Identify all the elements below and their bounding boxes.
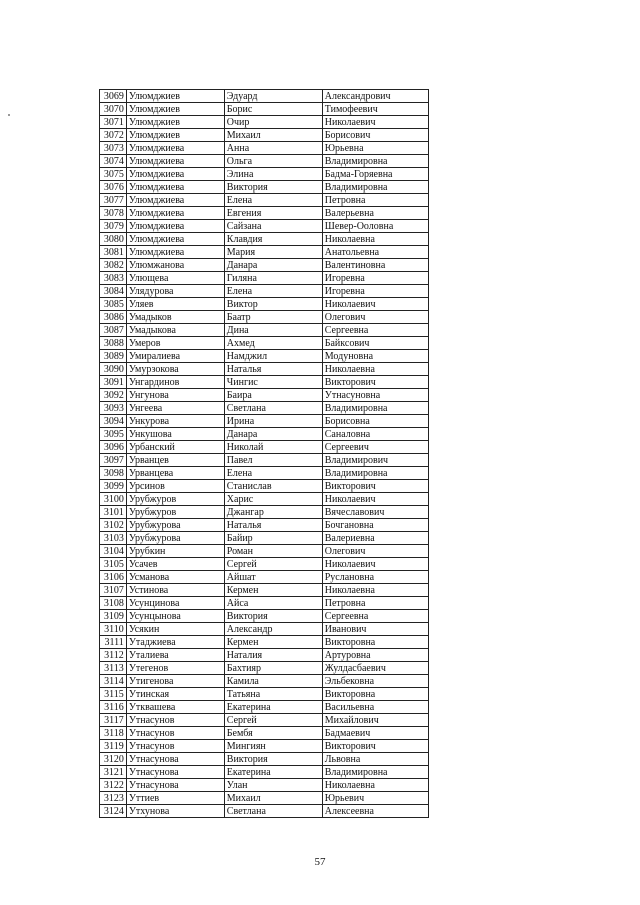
first-name-cell: Татьяна [224,688,322,701]
table-row [100,623,429,636]
first-name-cell: Александр [224,623,322,636]
last-name-cell: Урубжурова [126,532,224,545]
last-name-cell: Унгунова [126,389,224,402]
last-name-cell: Усунцинова [126,597,224,610]
patronymic-cell: Владимировна [322,467,428,480]
first-name-cell: Ольга [224,155,322,168]
table-row [100,493,429,506]
table-row [100,272,429,285]
table-row [100,337,429,350]
last-name-cell: Урубжурова [126,519,224,532]
patronymic-cell: Викторовна [322,688,428,701]
table-row [100,545,429,558]
patronymic-cell: Викторовна [322,636,428,649]
table-row [100,103,429,116]
first-name-cell: Очир [224,116,322,129]
last-name-cell: Умадыков [126,311,224,324]
row-number-cell: 3117 [100,714,127,727]
first-name-cell: Баира [224,389,322,402]
first-name-cell: Кермен [224,636,322,649]
patronymic-cell: Николаевна [322,779,428,792]
table-row [100,402,429,415]
first-name-cell: Станислав [224,480,322,493]
table-row [100,779,429,792]
row-number-cell: 3124 [100,805,127,818]
first-name-cell: Намджил [224,350,322,363]
row-number-cell: 3087 [100,324,127,337]
patronymic-cell: Владимировна [322,766,428,779]
table-row [100,350,429,363]
first-name-cell: Мария [224,246,322,259]
row-number-cell: 3121 [100,766,127,779]
first-name-cell: Наталья [224,519,322,532]
patronymic-cell: Шевер-Ооловна [322,220,428,233]
table-row [100,129,429,142]
row-number-cell: 3110 [100,623,127,636]
table-row [100,441,429,454]
last-name-cell: Урванцев [126,454,224,467]
row-number-cell: 3084 [100,285,127,298]
row-number-cell: 3081 [100,246,127,259]
table-row [100,207,429,220]
patronymic-cell: Олегович [322,311,428,324]
last-name-cell: Улюмджиева [126,194,224,207]
row-number-cell: 3095 [100,428,127,441]
patronymic-cell: Николаевна [322,363,428,376]
table-row [100,597,429,610]
patronymic-cell: Модуновна [322,350,428,363]
first-name-cell: Мингиян [224,740,322,753]
patronymic-cell: Байксович [322,337,428,350]
patronymic-cell: Саналовна [322,428,428,441]
last-name-cell: Улюмджиева [126,168,224,181]
first-name-cell: Данара [224,428,322,441]
table-row [100,766,429,779]
patronymic-cell: Борисовна [322,415,428,428]
table-row [100,428,429,441]
last-name-cell: Умурзокова [126,363,224,376]
last-name-cell: Урубкин [126,545,224,558]
row-number-cell: 3103 [100,532,127,545]
row-number-cell: 3106 [100,571,127,584]
patronymic-cell: Жулдасбаевич [322,662,428,675]
first-name-cell: Ахмед [224,337,322,350]
patronymic-cell: Николаевна [322,233,428,246]
last-name-cell: Утнасунов [126,727,224,740]
table-row [100,714,429,727]
row-number-cell: 3101 [100,506,127,519]
last-name-cell: Унгардинов [126,376,224,389]
patronymic-cell: Валерьевна [322,207,428,220]
first-name-cell: Ирина [224,415,322,428]
first-name-cell: Сергей [224,558,322,571]
row-number-cell: 3092 [100,389,127,402]
first-name-cell: Бахтияр [224,662,322,675]
first-name-cell: Николай [224,441,322,454]
patronymic-cell: Эльбековна [322,675,428,688]
last-name-cell: Урубжуров [126,506,224,519]
first-name-cell: Виктор [224,298,322,311]
table-row [100,363,429,376]
first-name-cell: Елена [224,194,322,207]
first-name-cell: Клавдия [224,233,322,246]
last-name-cell: Утнасунов [126,714,224,727]
table-row [100,662,429,675]
last-name-cell: Ункурова [126,415,224,428]
row-number-cell: 3094 [100,415,127,428]
last-name-cell: Улюмджиев [126,90,224,103]
first-name-cell: Светлана [224,402,322,415]
patronymic-cell: Артуровна [322,649,428,662]
table-row [100,376,429,389]
last-name-cell: Уталиева [126,649,224,662]
table-row [100,90,429,103]
first-name-cell: Чингис [224,376,322,389]
first-name-cell: Улан [224,779,322,792]
row-number-cell: 3072 [100,129,127,142]
row-number-cell: 3107 [100,584,127,597]
margin-speck [8,114,10,116]
patronymic-cell: Викторович [322,480,428,493]
row-number-cell: 3116 [100,701,127,714]
row-number-cell: 3070 [100,103,127,116]
patronymic-cell: Тимофеевич [322,103,428,116]
table-row [100,233,429,246]
table-row [100,194,429,207]
table-row [100,142,429,155]
first-name-cell: Анна [224,142,322,155]
first-name-cell: Эдуард [224,90,322,103]
last-name-cell: Уляев [126,298,224,311]
last-name-cell: Утнасунов [126,740,224,753]
first-name-cell: Михаил [224,792,322,805]
patronymic-cell: Владимирович [322,454,428,467]
first-name-cell: Виктория [224,610,322,623]
patronymic-cell: Бочгановна [322,519,428,532]
last-name-cell: Урванцева [126,467,224,480]
patronymic-cell: Игоревна [322,285,428,298]
patronymic-cell: Руслановна [322,571,428,584]
last-name-cell: Ункушова [126,428,224,441]
table-row [100,311,429,324]
table-row [100,727,429,740]
first-name-cell: Екатерина [224,766,322,779]
first-name-cell: Камила [224,675,322,688]
patronymic-cell: Петровна [322,194,428,207]
table-row [100,467,429,480]
row-number-cell: 3123 [100,792,127,805]
row-number-cell: 3108 [100,597,127,610]
row-number-cell: 3114 [100,675,127,688]
table-row [100,532,429,545]
patronymic-cell: Сергеевна [322,610,428,623]
last-name-cell: Уттиев [126,792,224,805]
row-number-cell: 3078 [100,207,127,220]
patronymic-cell: Александрович [322,90,428,103]
last-name-cell: Урсинов [126,480,224,493]
row-number-cell: 3093 [100,402,127,415]
row-number-cell: 3089 [100,350,127,363]
table-row [100,649,429,662]
table-row [100,454,429,467]
first-name-cell: Байир [224,532,322,545]
patronymic-cell: Николаевич [322,298,428,311]
first-name-cell: Джангар [224,506,322,519]
row-number-cell: 3077 [100,194,127,207]
row-number-cell: 3118 [100,727,127,740]
patronymic-cell: Вячеславович [322,506,428,519]
patronymic-cell: Валентиновна [322,259,428,272]
first-name-cell: Михаил [224,129,322,142]
last-name-cell: Устинова [126,584,224,597]
last-name-cell: Улюмджиев [126,116,224,129]
row-number-cell: 3098 [100,467,127,480]
last-name-cell: Улюмжанова [126,259,224,272]
last-name-cell: Усунцынова [126,610,224,623]
last-name-cell: Утегенов [126,662,224,675]
patronymic-cell: Сергеевич [322,441,428,454]
row-number-cell: 3073 [100,142,127,155]
first-name-cell: Елена [224,285,322,298]
first-name-cell: Наталья [224,363,322,376]
table-row [100,415,429,428]
table-row [100,584,429,597]
table-row [100,324,429,337]
table-row [100,558,429,571]
last-name-cell: Усманова [126,571,224,584]
first-name-cell: Элина [224,168,322,181]
first-name-cell: Харис [224,493,322,506]
row-number-cell: 3090 [100,363,127,376]
row-number-cell: 3119 [100,740,127,753]
row-number-cell: 3096 [100,441,127,454]
table-row [100,753,429,766]
patronymic-cell: Львовна [322,753,428,766]
row-number-cell: 3088 [100,337,127,350]
table-row [100,298,429,311]
patronymic-cell: Игоревна [322,272,428,285]
last-name-cell: Усачев [126,558,224,571]
last-name-cell: Утквашева [126,701,224,714]
last-name-cell: Улющева [126,272,224,285]
row-number-cell: 3076 [100,181,127,194]
table-row [100,168,429,181]
first-name-cell: Айшат [224,571,322,584]
patronymic-cell: Юрьевна [322,142,428,155]
row-number-cell: 3082 [100,259,127,272]
table-row [100,805,429,818]
row-number-cell: 3112 [100,649,127,662]
names-table [99,89,429,818]
patronymic-cell: Владимировна [322,402,428,415]
row-number-cell: 3109 [100,610,127,623]
row-number-cell: 3104 [100,545,127,558]
patronymic-cell: Юрьевич [322,792,428,805]
last-name-cell: Улядурова [126,285,224,298]
first-name-cell: Гиляна [224,272,322,285]
last-name-cell: Улюмджиев [126,129,224,142]
first-name-cell: Сайзана [224,220,322,233]
last-name-cell: Улюмджиева [126,246,224,259]
table-row [100,389,429,402]
table-row [100,792,429,805]
first-name-cell: Виктория [224,753,322,766]
patronymic-cell: Иванович [322,623,428,636]
row-number-cell: 3074 [100,155,127,168]
patronymic-cell: Николаевич [322,116,428,129]
patronymic-cell: Борисович [322,129,428,142]
patronymic-cell: Анатольевна [322,246,428,259]
last-name-cell: Утхунова [126,805,224,818]
names-table-body [100,90,429,818]
patronymic-cell: Николаевна [322,584,428,597]
first-name-cell: Баатр [224,311,322,324]
first-name-cell: Екатерина [224,701,322,714]
patronymic-cell: Николаевич [322,493,428,506]
last-name-cell: Умеров [126,337,224,350]
row-number-cell: 3071 [100,116,127,129]
first-name-cell: Светлана [224,805,322,818]
table-row [100,285,429,298]
table-row [100,740,429,753]
row-number-cell: 3120 [100,753,127,766]
last-name-cell: Улюмджиева [126,181,224,194]
patronymic-cell: Михайлович [322,714,428,727]
row-number-cell: 3075 [100,168,127,181]
table-row [100,688,429,701]
patronymic-cell: Васильевна [322,701,428,714]
row-number-cell: 3083 [100,272,127,285]
row-number-cell: 3080 [100,233,127,246]
first-name-cell: Павел [224,454,322,467]
last-name-cell: Улюмджиева [126,155,224,168]
row-number-cell: 3086 [100,311,127,324]
last-name-cell: Урубжуров [126,493,224,506]
table-row [100,155,429,168]
table-row [100,116,429,129]
last-name-cell: Улюмджиева [126,220,224,233]
table-row [100,571,429,584]
row-number-cell: 3097 [100,454,127,467]
last-name-cell: Утнасунова [126,766,224,779]
patronymic-cell: Олегович [322,545,428,558]
table-row [100,519,429,532]
first-name-cell: Наталия [224,649,322,662]
row-number-cell: 3122 [100,779,127,792]
table-row [100,259,429,272]
last-name-cell: Улюмджиева [126,207,224,220]
patronymic-cell: Валериевна [322,532,428,545]
first-name-cell: Данара [224,259,322,272]
last-name-cell: Улюмджиева [126,142,224,155]
patronymic-cell: Владимировна [322,181,428,194]
patronymic-cell: Николаевич [322,558,428,571]
last-name-cell: Утнасунова [126,779,224,792]
patronymic-cell: Владимировна [322,155,428,168]
table-row [100,506,429,519]
patronymic-cell: Бадма-Горяевна [322,168,428,181]
table-row [100,246,429,259]
row-number-cell: 3069 [100,90,127,103]
first-name-cell: Кермен [224,584,322,597]
first-name-cell: Евгения [224,207,322,220]
first-name-cell: Дина [224,324,322,337]
row-number-cell: 3115 [100,688,127,701]
patronymic-cell: Петровна [322,597,428,610]
table-row [100,675,429,688]
table-row [100,636,429,649]
patronymic-cell: Бадмаевич [322,727,428,740]
first-name-cell: Елена [224,467,322,480]
patronymic-cell: Утнасуновна [322,389,428,402]
table-row [100,610,429,623]
row-number-cell: 3091 [100,376,127,389]
last-name-cell: Умадыкова [126,324,224,337]
row-number-cell: 3085 [100,298,127,311]
last-name-cell: Умиралиева [126,350,224,363]
last-name-cell: Утинская [126,688,224,701]
row-number-cell: 3113 [100,662,127,675]
row-number-cell: 3105 [100,558,127,571]
row-number-cell: 3100 [100,493,127,506]
patronymic-cell: Алексеевна [322,805,428,818]
row-number-cell: 3099 [100,480,127,493]
last-name-cell: Утаджиева [126,636,224,649]
patronymic-cell: Викторович [322,376,428,389]
table-row [100,480,429,493]
row-number-cell: 3102 [100,519,127,532]
first-name-cell: Роман [224,545,322,558]
row-number-cell: 3111 [100,636,127,649]
patronymic-cell: Викторович [322,740,428,753]
first-name-cell: Айса [224,597,322,610]
last-name-cell: Утнасунова [126,753,224,766]
page-number: 57 [314,856,326,868]
last-name-cell: Утигенова [126,675,224,688]
first-name-cell: Виктория [224,181,322,194]
row-number-cell: 3079 [100,220,127,233]
last-name-cell: Унгеева [126,402,224,415]
first-name-cell: Борис [224,103,322,116]
first-name-cell: Бембя [224,727,322,740]
last-name-cell: Усякин [126,623,224,636]
patronymic-cell: Сергеевна [322,324,428,337]
table-row [100,181,429,194]
first-name-cell: Сергей [224,714,322,727]
table-row [100,220,429,233]
last-name-cell: Улюмджиев [126,103,224,116]
table-row [100,701,429,714]
last-name-cell: Улюмджиева [126,233,224,246]
last-name-cell: Урбанский [126,441,224,454]
